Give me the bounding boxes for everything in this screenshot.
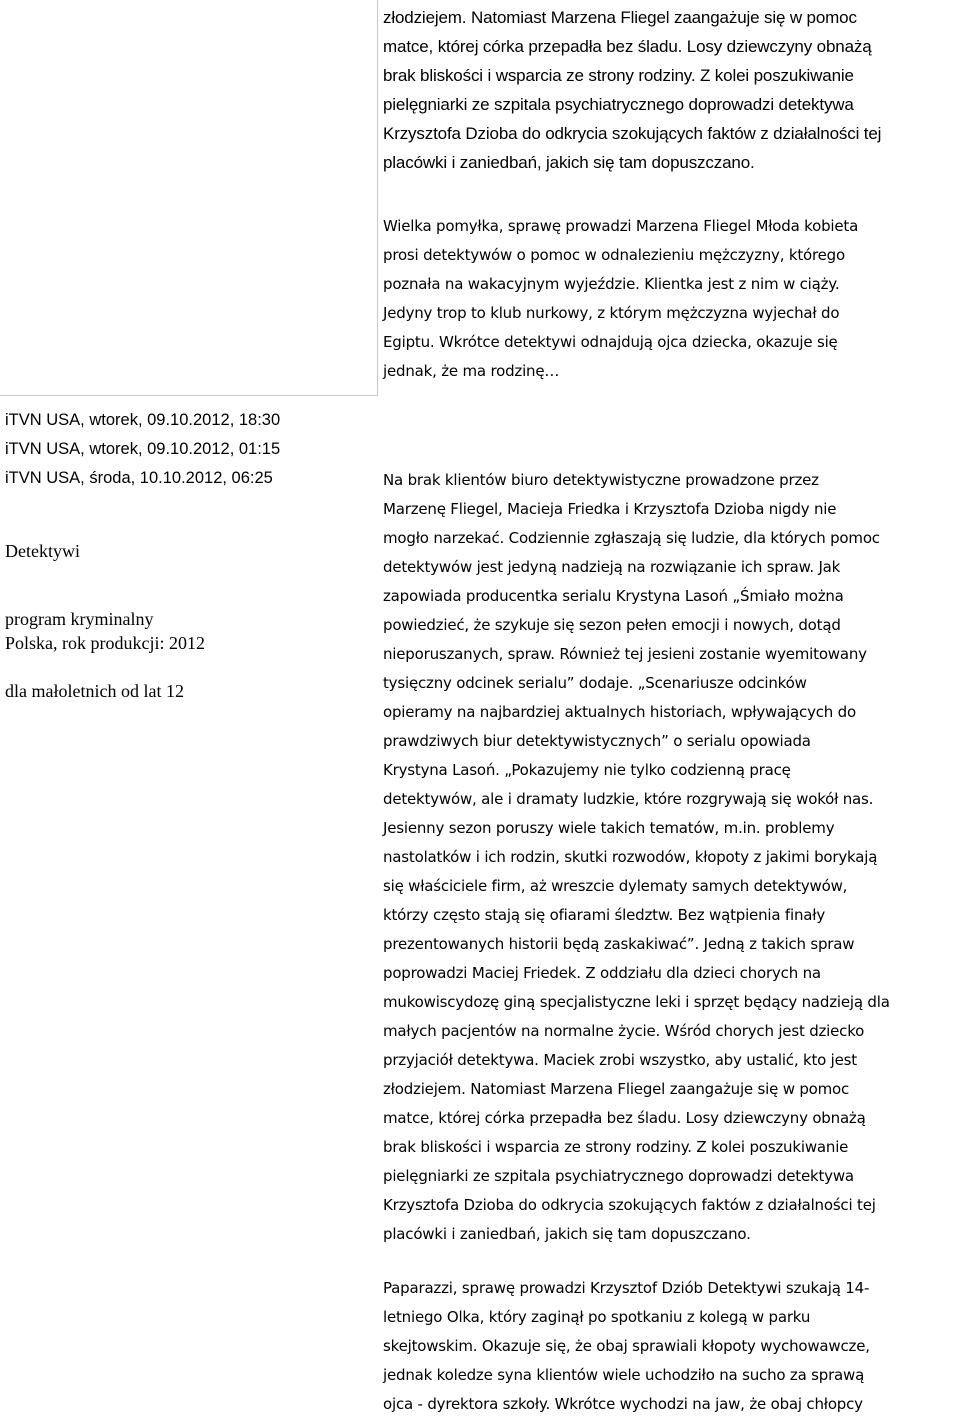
text-line: Jedyny trop to klub nurkowy, z którym mężczyzna wyjechał do — [383, 304, 840, 322]
text-line: tysięczny odcinek serialu” dodaje. „Scenariusze odcinków — [383, 674, 807, 692]
text-line: pielęgniarki ze szpitala psychiatrycznego doprowadzi detektywa — [383, 1167, 854, 1185]
text-line: placówki i zaniedbań, jakich się tam dopuszczano. — [383, 1225, 751, 1243]
episode-summary-wielka-pomylka — [383, 212, 957, 386]
text-line: matce, której córka przepadła bez śladu. Losy dziewczyny obnażą — [383, 37, 872, 56]
program-genre: program kryminalny — [5, 609, 154, 629]
text-line: się właściciele firm, aż wreszcie dylematy samych detektywów, — [383, 877, 848, 895]
image-placeholder-box — [0, 0, 378, 396]
program-production: Polska, rok produkcji: 2012 — [5, 633, 205, 653]
text-line: prosi detektywów o pomoc w odnalezieniu mężczyzny, którego — [383, 246, 845, 264]
broadcast-info — [5, 406, 375, 703]
text-line: nastolatków i ich rodzin, skutki rozwodów, kłopoty z jakimi borykają — [383, 848, 878, 866]
text-line: Egiptu. Wkrótce detektywi odnajdują ojca dziecka, okazuje się — [383, 333, 838, 351]
text-line: małych pacjentów na normalne życie. Wśród chorych jest dziecko — [383, 1022, 865, 1040]
text-line: prawdziwych biur detektywistycznych” o serialu opowiada — [383, 732, 811, 750]
text-line: opieramy na najbardziej aktualnych historiach, wpływających do — [383, 703, 856, 721]
text-line: Jesienny sezon poruszy wiele takich tematów, m.in. problemy — [383, 819, 835, 837]
broadcast-time: iTVN USA, wtorek, 09.10.2012, 18:30 — [5, 411, 281, 429]
text-line: Paparazzi, sprawę prowadzi Krzysztof Dziób Detektywi szukają 14- — [383, 1279, 870, 1297]
text-line: Krystyna Lasoń. „Pokazujemy nie tylko codzienną pracę — [383, 761, 791, 779]
season-description — [383, 466, 957, 1249]
text-line: placówki i zaniedbań, jakich się tam dopuszczano. — [383, 153, 755, 172]
text-line: zapowiada producentka serialu Krystyna Lasoń „Śmiało można — [383, 587, 844, 605]
episode-summary-paparazzi — [383, 1274, 957, 1419]
text-line: złodziejem. Natomiast Marzena Fliegel zaangażuje się w pomoc — [383, 8, 857, 27]
text-line: którzy często stają się ofiarami śledztw. Bez wątpienia finały — [383, 906, 825, 924]
text-line: letniego Olka, który zaginął po spotkaniu z kolegą w parku — [383, 1308, 811, 1326]
text-line: matce, której córka przepadła bez śladu. Losy dziewczyny obnażą — [383, 1109, 866, 1127]
text-line: powiedzieć, że szykuje się sezon pełen emocji i nowych, dotąd — [383, 616, 841, 634]
text-line: brak bliskości i wsparcia ze strony rodziny. Z kolei poszukiwanie — [383, 1138, 849, 1156]
text-line: Krzysztofa Dzioba do odkrycia szokujących faktów z działalności tej — [383, 124, 882, 143]
text-line: złodziejem. Natomiast Marzena Fliegel zaangażuje się w pomoc — [383, 1080, 850, 1098]
text-line: Wielka pomyłka, sprawę prowadzi Marzena Fliegel Młoda kobieta — [383, 217, 859, 235]
top-continuation-text — [383, 3, 957, 177]
program-age-rating: dla małoletnich od lat 12 — [5, 681, 184, 701]
text-line: mukowiscydozę giną specjalistyczne leki i sprzęt będący nadzieją dla — [383, 993, 890, 1011]
broadcast-time: iTVN USA, środa, 10.10.2012, 06:25 — [5, 469, 273, 487]
text-line: nieporuszanych, spraw. Również tej jesieni zostanie wyemitowany — [383, 645, 867, 663]
text-line: Marzenę Fliegel, Macieja Friedka i Krzysztofa Dzioba nigdy nie — [383, 500, 837, 518]
text-line: detektywów jest jedyną nadzieją na rozwiązanie ich spraw. Jak — [383, 558, 841, 576]
text-line: brak bliskości i wsparcia ze strony rodziny. Z kolei poszukiwanie — [383, 66, 854, 85]
text-line: prezentowanych historii będą zaskakiwać”. Jedną z takich spraw — [383, 935, 855, 953]
text-line: pielęgniarki ze szpitala psychiatrycznego doprowadzi detektywa — [383, 95, 854, 114]
text-line: poznała na wakacyjnym wyjeździe. Klientka jest z nim w ciąży. — [383, 275, 840, 293]
text-line: przyjaciół detektywa. Maciek zrobi wszystko, aby ustalić, kto jest — [383, 1051, 857, 1069]
text-line: mogło narzekać. Codziennie zgłaszają się ludzie, dla których pomoc — [383, 529, 880, 547]
text-line: detektywów, ale i dramaty ludzkie, które rozgrywają się wokół nas. — [383, 790, 874, 808]
text-line: poprowadzi Maciej Friedek. Z oddziału dla dzieci chorych na — [383, 964, 821, 982]
text-line: Na brak klientów biuro detektywistyczne prowadzone przez — [383, 471, 819, 489]
text-line: ojca - dyrektora szkoły. Wkrótce wychodzi na jaw, że obaj chłopcy — [383, 1395, 863, 1413]
program-title: Detektywi — [5, 541, 80, 561]
text-line: jednak koledze syna klientów wiele uchodziło na sucho za sprawą — [383, 1366, 865, 1384]
broadcast-time: iTVN USA, wtorek, 09.10.2012, 01:15 — [5, 440, 281, 458]
text-line: jednak, że ma rodzinę… — [383, 362, 560, 380]
text-line: skejtowskim. Okazuje się, że obaj sprawiali kłopoty wychowawcze, — [383, 1337, 870, 1355]
text-line: Krzysztofa Dzioba do odkrycia szokujących faktów z działalności tej — [383, 1196, 876, 1214]
